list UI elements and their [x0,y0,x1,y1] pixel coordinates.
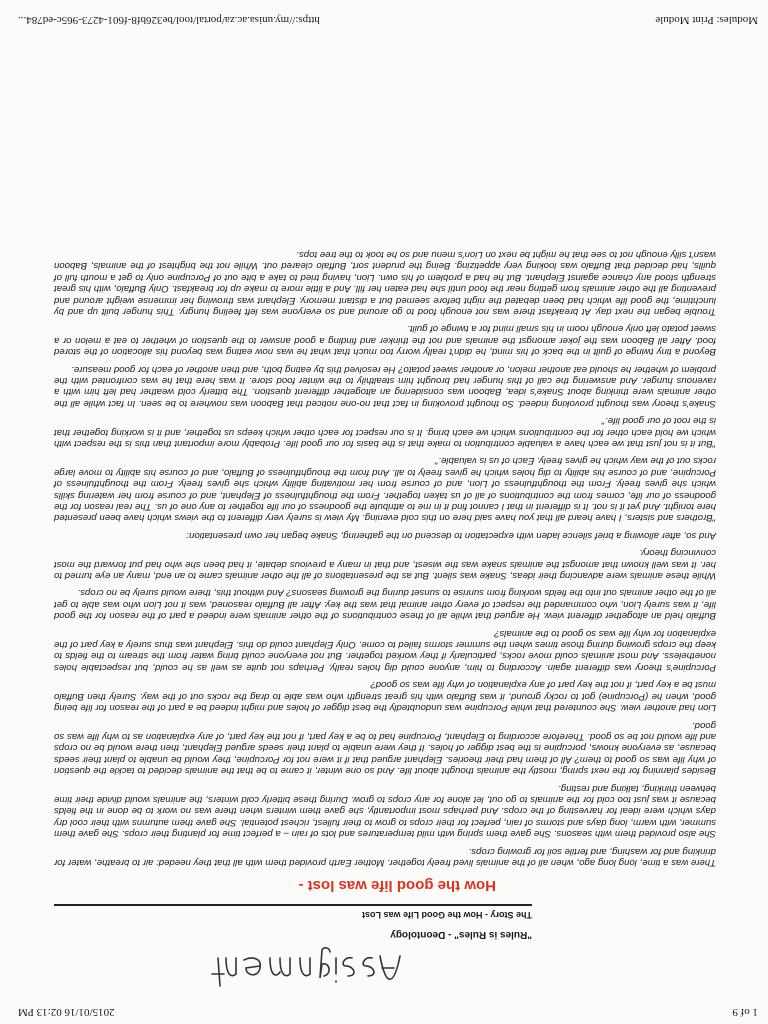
paragraph: She also provided them with seasons. She gave them spring with mild temperatures and lots of rain – a perfect time for planting their crops. She gave them summer, with warm, long days and storms of rain, perfect for their crops to grow to their fullest, richest potential. She gave them autumns with their cool dry days which were ideal for harvesting of the crops. And perhaps most importantly, she gave them winters when there was no work to be done in the fields because it was just too cold for the animals to go out, let alone for any crops to grow. During these bitterly cold winters, the animals would divide their time between thinking, talking and resting. [54,782,716,840]
paragraph: Lion had another view. She countered that while Porcupine was undoubtedly the best digger of holes and might indeed be a part of the reason for life being good, when he (Porcupine) got to rocky ground, it was Buffalo with his great strength who was able to drag the rocks out of the way. Surely then Buffalo must be a key part, if not the key part of any explanation of why life was so good? [54,679,716,714]
paragraph: While these animals were advancing their ideas, Snake was silent. But as the presentations of all the other animals came to an end, many an eye turned to her. It was well known that amongst the animals snake was the wisest, and that in many a previous debate, it had been she who had put forward the most convincing theory. [54,547,716,582]
module-label: Modules: Print Module [655,14,758,26]
story-body [54,243,716,869]
paragraph: Buffalo held an altogether different view. He argued that while all of these contributions of the other animals were indeed a part of the reason for the good life, it was surely Lion, who commanded the respect of every other animal that was the key. After all Buffalo reasoned, was it not Lion who was able to get all of the other animals out into the fields working from sunrise to sunset during the growing seasons? And without this, there would surely be no crops. [54,587,716,622]
source-url: https://my.unisa.ac.za/portal/tool/be326bf8-f601-4273-965c-ed784... [18,14,320,26]
paragraph: There was a time, long long ago, when all of the animals lived freely together. Mother Earth provided them with all that they needed: air to breathe, water for drinking and for washing, and fertile soil for growing crops. [54,845,716,868]
paragraph: Besides planning for the next spring, mostly the animals thought about life. And so one winter, it came to be that the animals decided to tackle the question of why life was so good to them? All of them had their theories. Elephant argued that if it were not for Porcupine, they would be unable to plant their seeds because, as everyone knows, porcupine is the best digger of holes. If they were unable to plant their seeds argued Elephant, then there would be no crops and life would not be so good. Therefore according to Elephant, Porcupine had to be a key part, if not the key part, of any explanation as to why life was so good. [54,719,716,777]
paragraph: "Brothers and sisters, I have heard all that you have said here on this cold evening. My view is surely very different to the views which have been presented here tonight. And yet it is not. It is different in that I cannot find it in me to attribute the goodness of our life together to any one of us. The real reason for the goodness of our life, comes from the contributions of all of us taken together. From the thoughtfulness of Elephant, and of course from her watering skills which she gives freely. From the thoughtfulness of Lion, and of course from her motivating ability which she gives freely. From the thoughtfulness of Porcupine, and of course his ability to dig holes which he gives freely to all. And from the thoughtfulness of Buffalo, and of course his ability to move large rocks out of the way which he gives freely. Each of us is valuable." [54,455,716,524]
paragraph: And so, after allowing a brief silence laden with expectation to descend on the gathering, Snake began her own presentation: [186,529,716,541]
page-header [18,1000,758,1018]
page-title: How the good life was lost - [298,877,496,894]
course-label: "Rules is Rules" - Deontology [390,929,532,940]
print-timestamp: 2015/01/16 02:13 PM [18,1006,115,1018]
paragraph: Snake's theory was thought provoking indeed. So thought provoking in fact that no-one noticed that Baboon was nowhere to be seen. In fact while all the other animals were thinking about Snake's idea, Baboon was considering an altogether different question. The bitterly cold weather had left him with a ravenous hunger. And answering the call of this hunger had brought him stealthily to the winter food store. It was here that he was confronted with the problem of whether he should eat another melon, or another sweet potato? He resolved this by eating both, and then another of each for good measure. [54,363,716,409]
handwritten-note [208,946,408,996]
paragraph: "But it is not just that we each have a valuable contribution to make that is the basis for our good life. Probably more important than this is the respect with which we hold each other for the contributions which we each bring. It is our respect for each other which keeps us together, and it is working together that is the root of our good life." [54,415,716,449]
page-number: 1 of 9 [732,1006,758,1018]
paragraph: Porcupine's theory was different again. According to him, anyone could dig holes really. Perhaps not quite as well as he could, but respectable holes nonetheless. And most animals could move rocks, particularly if they worked together. But not everyone could bring water from the stream to the fields to keep the crops growing during those times when the summer storms failed to come. Only Elephant could do this. Elephant was thus surely a key part of the explanation for why life was so good to the animals? [54,627,716,673]
paragraph: Beyond a tiny twinge of guilt in the back of his mind, he didn't really worry too much that what he was now eating was beyond his allocation of the stored food. After all Baboon was the joker amongst the animals and not the thinker and finding a good answer to the question of whether to eat a melon or a sweet potato left only enough room in his small mind for a twinge of guilt. [54,323,716,358]
section-label: The Story - How the Good Life was Lost [361,910,532,920]
handwriting-drawing [208,946,408,996]
page-footer [18,8,758,26]
paragraph: Trouble began the next day. At breakfast there was not enough food to go around and so everyone was left feeling hungry. This hunger built up and by lunchtime, the good life which had been debated the night before seemed but a distant memory. Elephant was throwing her immense weight around and preventing all the other animals from getting near the food until she had eaten her fill. And a little more to make up for breakfast. Only Buffalo, with his great strength stood any chance against Elephant. But he had a problem of his own. Lion, having tried to take a bite out of Porcupine only to get a mouth full of quills, had decided that Buffalo was looking very appetizing. Being the prudent sort, Buffalo cleared out. While not the brightest of the animals, Baboon wasn't silly enough not to see that he might be next on Lion's menu and so he took to the tree tops. [54,248,716,317]
header-divider [54,904,532,906]
